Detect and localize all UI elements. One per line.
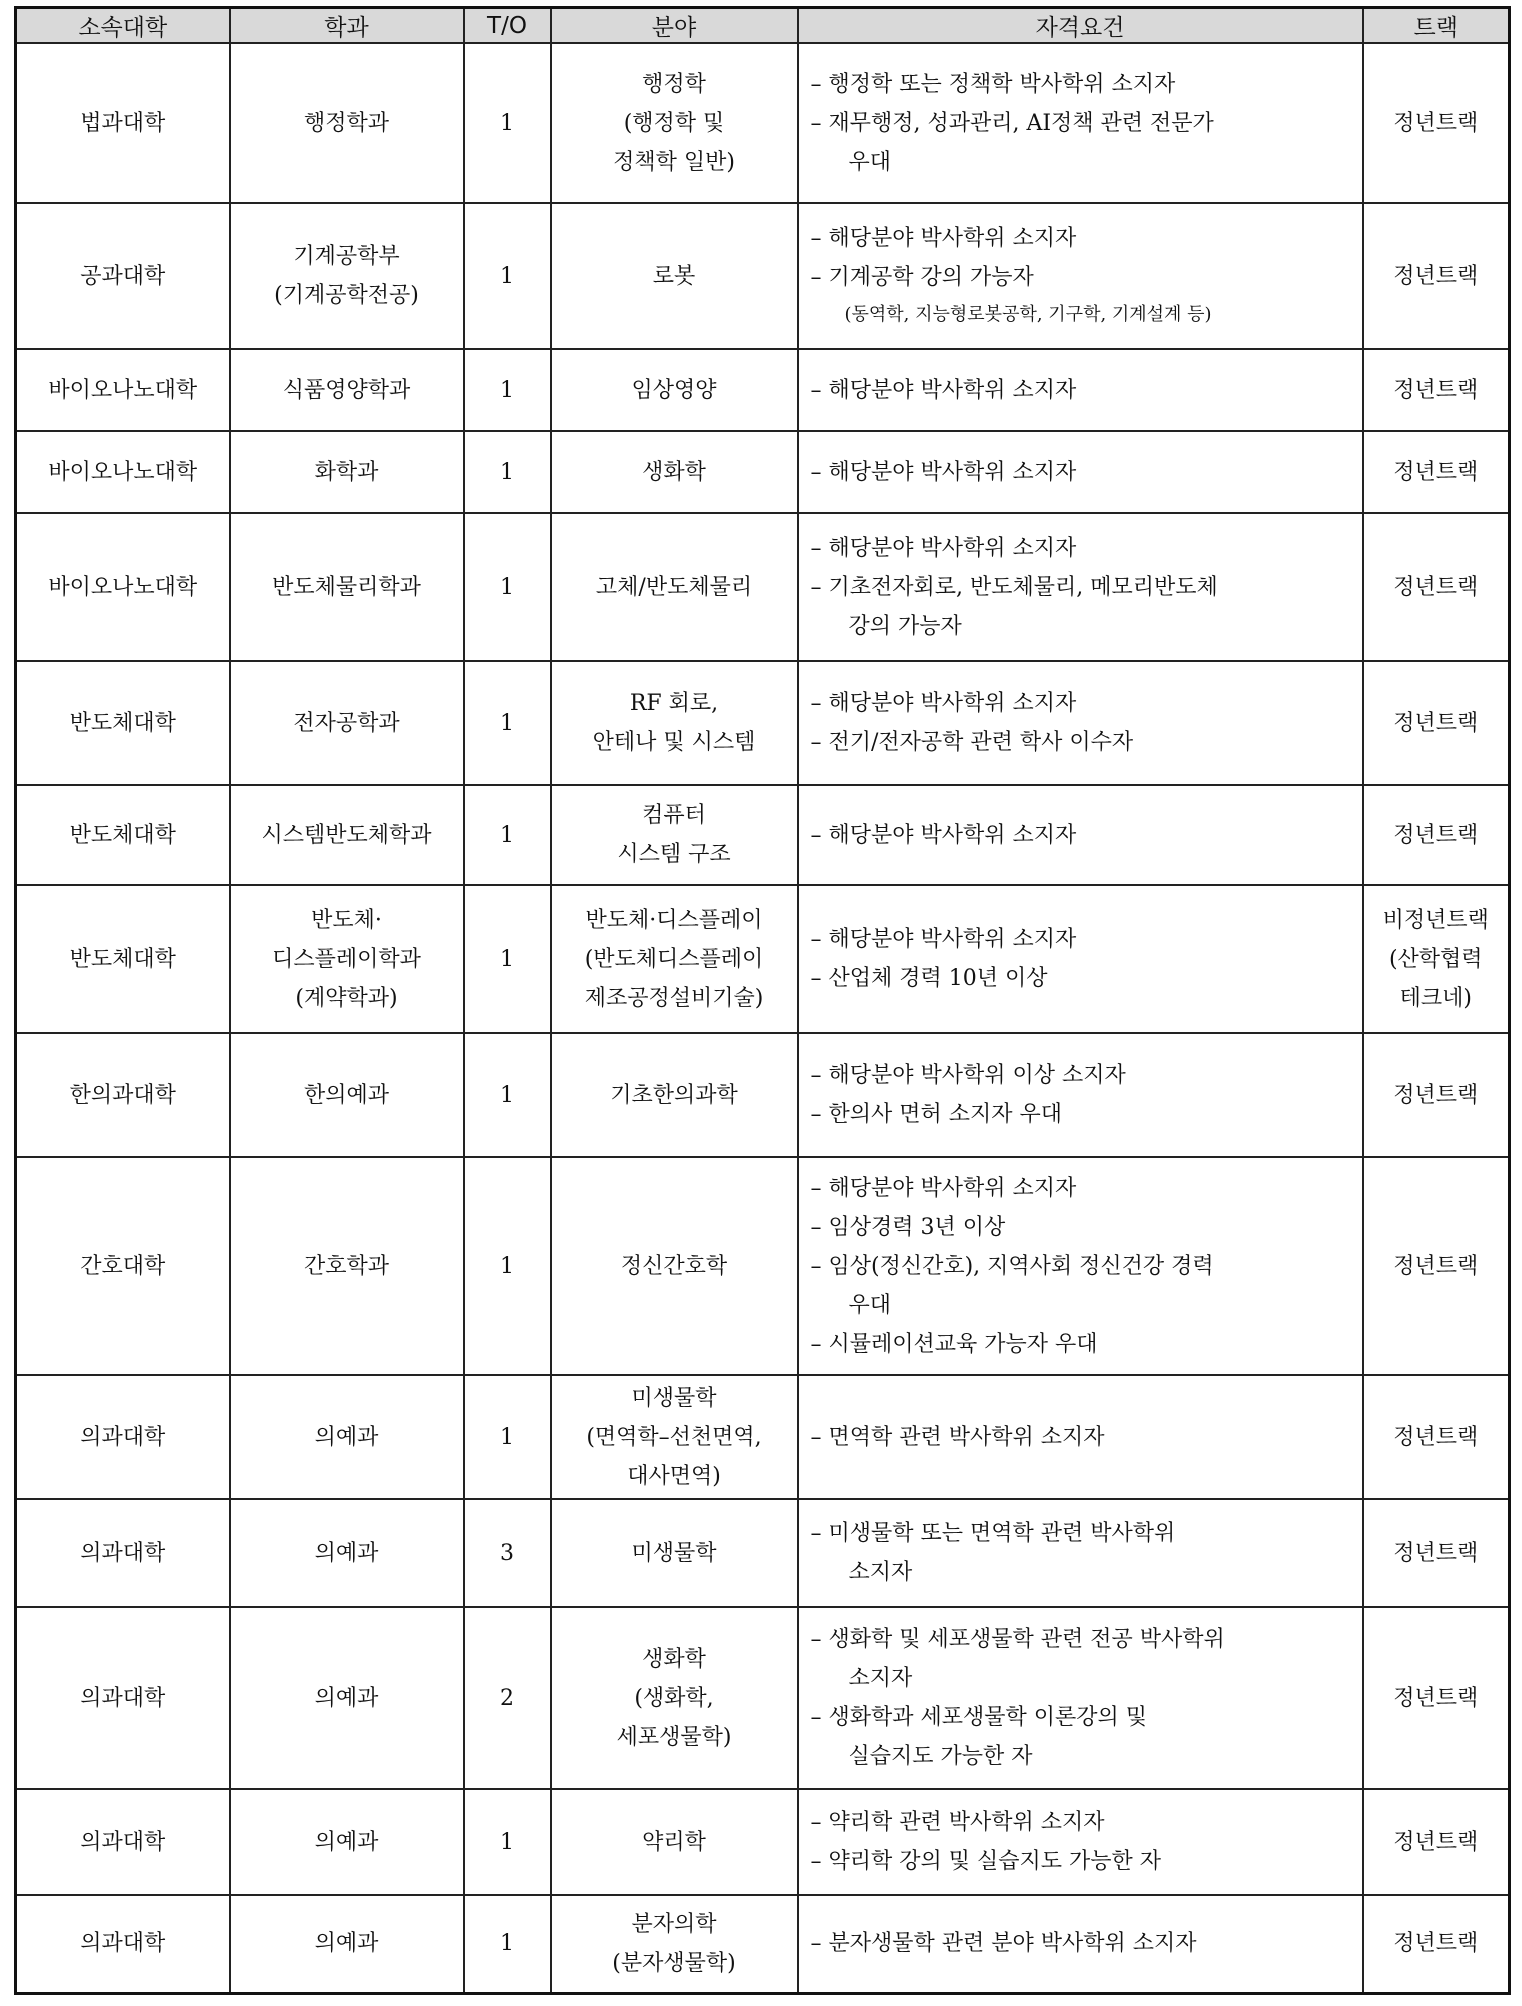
college-cell: [16, 1033, 230, 1157]
college-cell-text: 공과대학: [80, 263, 166, 289]
college-cell: [16, 661, 230, 785]
department-cell-text: 의예과: [314, 1685, 379, 1711]
requirements-cell-line: 소지자: [848, 1560, 913, 1585]
requirements-cell: [798, 1033, 1363, 1157]
to-cell: [464, 1895, 551, 1993]
college-cell-text: 반도체대학: [69, 710, 176, 736]
to-cell: [464, 885, 551, 1033]
requirements-cell-line: – 생화학 및 세포생물학 관련 전공 박사학위: [810, 1627, 1225, 1652]
to-cell: [464, 431, 551, 513]
department-cell: [230, 43, 464, 203]
field-cell-line: (생화학,: [634, 1685, 714, 1711]
to-cell: [464, 513, 551, 661]
header-track: 트랙: [1363, 8, 1510, 44]
table-body: [16, 43, 1510, 1993]
college-cell-text: 반도체대학: [69, 822, 176, 848]
department-cell: [230, 1895, 464, 1993]
to-cell-text: 2: [500, 1685, 514, 1711]
requirements-cell-line: 소지자: [848, 1666, 913, 1691]
to-cell-text: 1: [500, 1082, 514, 1108]
college-cell-text: 바이오나노대학: [48, 459, 198, 485]
department-cell: [230, 1607, 464, 1789]
to-cell-text: 1: [500, 377, 514, 403]
college-cell: [16, 1789, 230, 1895]
requirements-cell: [798, 1157, 1363, 1375]
track-cell: [1363, 1375, 1510, 1499]
field-cell-line: 로봇: [652, 263, 696, 289]
department-cell-text: 의예과: [314, 1931, 379, 1957]
header-field: 분야: [551, 8, 798, 44]
table-row: [16, 785, 1510, 885]
requirements-cell-line: – 해당분야 박사학위 소지자: [810, 226, 1077, 251]
to-cell: [464, 1033, 551, 1157]
field-cell-line: (반도체디스플레이: [584, 946, 764, 972]
field-cell-line: 분자의학: [631, 1911, 717, 1937]
field-cell-line: 행정학: [642, 71, 706, 97]
department-cell-text: 의예과: [314, 1829, 379, 1855]
track-cell-line: 정년트랙: [1393, 377, 1479, 403]
field-cell-line: RF 회로,: [629, 691, 719, 716]
to-cell-text: 1: [500, 1829, 514, 1855]
table-row: [16, 1789, 1510, 1895]
field-cell: [551, 203, 798, 349]
department-cell-text: 전자공학과: [293, 710, 400, 736]
field-cell-line: 미생물학: [631, 1385, 717, 1411]
requirements-cell-line: 우대: [848, 149, 892, 175]
department-cell-text: 행정학과: [303, 110, 389, 136]
requirements-cell: [798, 661, 1363, 785]
field-cell-line: (행정학 및: [623, 110, 725, 136]
college-cell: [16, 1499, 230, 1607]
field-cell-line: 대사면역): [627, 1463, 721, 1489]
track-cell: [1363, 885, 1510, 1033]
to-cell-text: 1: [500, 710, 514, 736]
college-cell: [16, 431, 230, 513]
header-requirements: 자격요건: [798, 8, 1363, 44]
track-cell-line: 정년트랙: [1393, 1424, 1479, 1450]
requirements-cell: [798, 1375, 1363, 1499]
track-cell: [1363, 513, 1510, 661]
department-cell-line: 반도체·: [311, 907, 382, 933]
requirements-cell-line: 실습지도 가능한 자: [848, 1744, 1033, 1769]
to-cell: [464, 349, 551, 431]
requirements-cell: [798, 1789, 1363, 1895]
field-cell-line: 컴퓨터: [642, 803, 706, 828]
requirements-cell: [798, 349, 1363, 431]
department-cell-line: (계약학과): [295, 985, 398, 1011]
table-row: [16, 1499, 1510, 1607]
department-cell-line: 기계공학부: [293, 244, 400, 269]
table-row: [16, 203, 1510, 349]
track-cell: [1363, 1157, 1510, 1375]
field-cell: [551, 431, 798, 513]
requirements-cell-line: – 산업체 경력 10년 이상: [810, 966, 1048, 991]
requirements-cell-line: – 약리학 관련 박사학위 소지자: [810, 1810, 1105, 1835]
track-cell: [1363, 1607, 1510, 1789]
table-row: [16, 1375, 1510, 1499]
field-cell-line: 생화학: [642, 459, 706, 485]
to-cell: [464, 1375, 551, 1499]
requirements-cell-line: – 해당분야 박사학위 소지자: [810, 691, 1077, 716]
table-row: [16, 1033, 1510, 1157]
college-cell-text: 간호대학: [80, 1253, 166, 1279]
track-cell-line: 정년트랙: [1393, 710, 1479, 736]
college-cell: [16, 1607, 230, 1789]
college-cell-text: 의과대학: [80, 1424, 166, 1450]
requirements-cell-line: – 기계공학 강의 가능자: [810, 265, 1034, 290]
field-cell-line: (분자생물학): [612, 1950, 736, 1976]
department-cell: [230, 785, 464, 885]
to-cell-text: 1: [500, 110, 514, 136]
track-cell: [1363, 431, 1510, 513]
track-cell-line: 정년트랙: [1393, 459, 1479, 485]
to-cell-text: 1: [500, 822, 514, 848]
track-cell-line: 정년트랙: [1393, 263, 1479, 289]
to-cell: [464, 1499, 551, 1607]
requirements-cell-line: – 전기/전자공학 관련 학사 이수자: [810, 730, 1134, 755]
college-cell-text: 의과대학: [80, 1685, 166, 1711]
college-cell-text: 바이오나노대학: [48, 377, 198, 403]
track-cell-line: 정년트랙: [1393, 1253, 1479, 1279]
requirements-cell: [798, 885, 1363, 1033]
requirements-cell-line: – 미생물학 또는 면역학 관련 박사학위: [810, 1521, 1176, 1546]
department-cell: [230, 349, 464, 431]
requirements-cell: [798, 431, 1363, 513]
to-cell-text: 3: [500, 1540, 514, 1566]
field-cell: [551, 349, 798, 431]
to-cell: [464, 1789, 551, 1895]
requirements-cell-line: – 임상경력 3년 이상: [810, 1214, 1006, 1240]
header-college: 소속대학: [16, 8, 230, 44]
track-cell-line: (산학협력: [1388, 946, 1483, 972]
track-cell-line: 정년트랙: [1393, 110, 1479, 136]
track-cell: [1363, 1789, 1510, 1895]
to-cell: [464, 661, 551, 785]
table-row: [16, 1895, 1510, 1993]
field-cell-line: 임상영양: [631, 377, 717, 403]
to-cell: [464, 203, 551, 349]
field-cell-line: 기초한의과학: [610, 1082, 738, 1108]
requirements-cell-line: – 해당분야 박사학위 소지자: [810, 377, 1077, 403]
requirements-cell-line: – 행정학 또는 정책학 박사학위 소지자: [810, 71, 1176, 97]
table-row: [16, 1607, 1510, 1789]
requirements-cell-line: – 약리학 강의 및 실습지도 가능한 자: [810, 1849, 1161, 1874]
department-cell: [230, 431, 464, 513]
college-cell: [16, 1895, 230, 1993]
college-cell-text: 반도체대학: [69, 946, 176, 972]
college-cell: [16, 1375, 230, 1499]
requirements-cell-line: – 해당분야 박사학위 소지자: [810, 1175, 1077, 1201]
department-cell-text: 화학과: [314, 459, 379, 485]
department-cell: [230, 1033, 464, 1157]
department-cell: [230, 1499, 464, 1607]
department-cell: [230, 203, 464, 349]
track-cell: [1363, 43, 1510, 203]
requirements-cell-line: 우대: [848, 1292, 892, 1318]
college-cell: [16, 785, 230, 885]
table-row: [16, 513, 1510, 661]
field-cell: [551, 1157, 798, 1375]
track-cell-line: 정년트랙: [1393, 574, 1479, 600]
field-cell-line: 세포생물학): [616, 1724, 732, 1750]
requirements-cell: [798, 43, 1363, 203]
college-cell-text: 의과대학: [80, 1931, 166, 1957]
requirements-cell: [798, 513, 1363, 661]
department-cell: [230, 661, 464, 785]
department-cell: [230, 885, 464, 1033]
requirements-cell-line: – 면역학 관련 박사학위 소지자: [810, 1424, 1105, 1450]
field-cell: [551, 1607, 798, 1789]
department-cell-text: 의예과: [314, 1424, 379, 1450]
field-cell: [551, 1895, 798, 1993]
to-cell: [464, 1607, 551, 1789]
track-cell: [1363, 785, 1510, 885]
requirements-cell: [798, 785, 1363, 885]
to-cell-text: 1: [500, 1931, 514, 1957]
to-cell-text: 1: [500, 459, 514, 485]
field-cell-line: 고체/반도체물리: [595, 574, 753, 600]
requirements-cell: [798, 203, 1363, 349]
to-cell-text: 1: [500, 1424, 514, 1450]
field-cell-line: 미생물학: [631, 1540, 717, 1566]
requirements-cell-line: – 분자생물학 관련 분야 박사학위 소지자: [810, 1931, 1197, 1957]
field-cell: [551, 1033, 798, 1157]
field-cell: [551, 43, 798, 203]
requirements-cell-line: – 임상(정신간호), 지역사회 정신건강 경력: [810, 1253, 1214, 1279]
to-cell-text: 1: [500, 1253, 514, 1279]
field-cell: [551, 785, 798, 885]
department-cell: [230, 513, 464, 661]
requirements-cell-line: – 재무행정, 성과관리, AI정책 관련 전문가: [810, 110, 1214, 136]
to-cell: [464, 43, 551, 203]
table-row: [16, 1157, 1510, 1375]
track-cell: [1363, 1895, 1510, 1993]
track-cell-line: 비정년트랙: [1382, 907, 1489, 933]
requirements-cell: [798, 1895, 1363, 1993]
header-department: 학과: [230, 8, 464, 44]
track-cell: [1363, 661, 1510, 785]
track-cell-line: 정년트랙: [1393, 1540, 1479, 1566]
requirements-cell-line: – 해당분야 박사학위 소지자: [810, 535, 1077, 561]
to-cell-text: 1: [500, 263, 514, 289]
recruitment-table: [14, 6, 1511, 1995]
table-row: [16, 431, 1510, 513]
track-cell-line: 정년트랙: [1393, 1931, 1479, 1957]
field-cell-line: 반도체·디스플레이: [585, 907, 763, 933]
track-cell-line: 정년트랙: [1393, 1685, 1479, 1711]
college-cell: [16, 1157, 230, 1375]
field-cell: [551, 1375, 798, 1499]
field-cell-line: 생화학: [642, 1646, 706, 1672]
field-cell: [551, 513, 798, 661]
requirements-cell-line: – 해당분야 박사학위 소지자: [810, 459, 1077, 485]
college-cell: [16, 513, 230, 661]
table-row: [16, 661, 1510, 785]
track-cell-line: 정년트랙: [1393, 1082, 1479, 1108]
field-cell-line: 시스템 구조: [617, 842, 731, 867]
requirements-cell-line: – 해당분야 박사학위 소지자: [810, 927, 1077, 952]
college-cell: [16, 203, 230, 349]
table-row: [16, 43, 1510, 203]
department-cell-text: 시스템반도체학과: [261, 822, 432, 848]
college-cell-text: 의과대학: [80, 1540, 166, 1566]
track-cell-line: 테크네): [1399, 985, 1472, 1011]
field-cell-line: 안테나 및 시스템: [592, 730, 756, 755]
field-cell: [551, 1499, 798, 1607]
college-cell-text: 의과대학: [80, 1829, 166, 1855]
table-row: [16, 349, 1510, 431]
requirements-cell-line: – 해당분야 박사학위 소지자: [810, 822, 1077, 848]
track-cell: [1363, 1033, 1510, 1157]
to-cell-text: 1: [500, 946, 514, 972]
requirements-cell-line: (동역학, 지능형로봇공학, 기구학, 기계설계 등): [844, 304, 1212, 325]
table-row: [16, 885, 1510, 1033]
requirements-cell-line: – 생화학과 세포생물학 이론강의 및: [810, 1705, 1148, 1730]
requirements-cell-line: – 기초전자회로, 반도체물리, 메모리반도체: [810, 574, 1218, 600]
field-cell-line: 약리학: [642, 1829, 706, 1855]
department-cell-text: 한의예과: [303, 1082, 389, 1108]
header-to: T/O: [464, 8, 551, 44]
track-cell-line: 정년트랙: [1393, 822, 1479, 848]
field-cell: [551, 885, 798, 1033]
department-cell-text: 식품영양학과: [282, 377, 411, 403]
college-cell: [16, 43, 230, 203]
college-cell: [16, 349, 230, 431]
field-cell: [551, 1789, 798, 1895]
department-cell-text: 간호학과: [303, 1253, 389, 1279]
field-cell: [551, 661, 798, 785]
to-cell: [464, 1157, 551, 1375]
college-cell: [16, 885, 230, 1033]
field-cell-line: (면역학–선천면역,: [586, 1424, 762, 1450]
department-cell-line: 디스플레이학과: [272, 946, 421, 972]
department-cell: [230, 1157, 464, 1375]
header-row: [16, 8, 1510, 44]
track-cell: [1363, 349, 1510, 431]
department-cell: [230, 1375, 464, 1499]
to-cell-text: 1: [500, 574, 514, 600]
field-cell-line: 정책학 일반): [613, 149, 735, 175]
department-cell-text: 반도체물리학과: [272, 574, 421, 600]
field-cell-line: 제조공정설비기술): [584, 985, 764, 1011]
department-cell-line: (기계공학전공): [274, 283, 419, 308]
college-cell-text: 바이오나노대학: [48, 574, 198, 600]
track-cell-line: 정년트랙: [1393, 1829, 1479, 1855]
department-cell: [230, 1789, 464, 1895]
requirements-cell-line: – 해당분야 박사학위 이상 소지자: [810, 1063, 1126, 1088]
requirements-cell-line: – 시뮬레이션교육 가능자 우대: [810, 1331, 1098, 1357]
track-cell: [1363, 203, 1510, 349]
requirements-cell: [798, 1499, 1363, 1607]
field-cell-line: 정신간호학: [620, 1253, 728, 1279]
department-cell-text: 의예과: [314, 1540, 379, 1566]
college-cell-text: 법과대학: [80, 110, 166, 136]
requirements-cell: [798, 1607, 1363, 1789]
track-cell: [1363, 1499, 1510, 1607]
to-cell: [464, 785, 551, 885]
requirements-cell-line: – 한의사 면허 소지자 우대: [810, 1102, 1062, 1127]
requirements-cell-line: 강의 가능자: [848, 613, 962, 639]
college-cell-text: 한의과대학: [69, 1082, 176, 1108]
